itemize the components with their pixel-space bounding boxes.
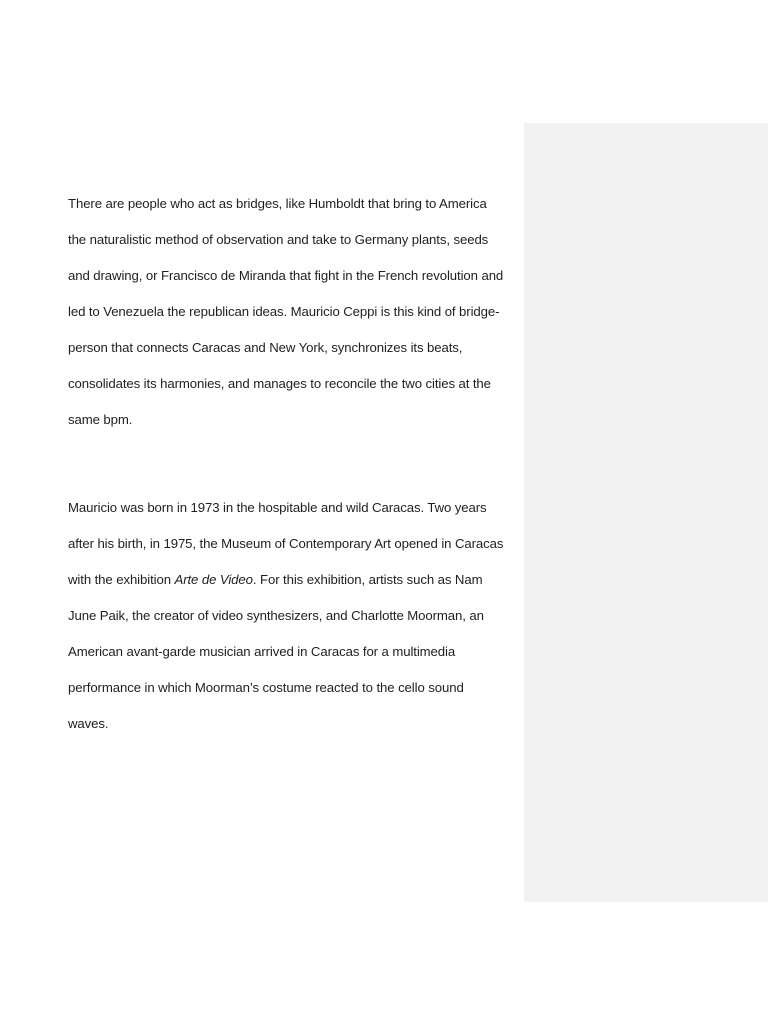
exhibition-title: Arte de Video xyxy=(174,572,253,587)
text-line: Mauricio was born in 1973 in the hospitable and wild Caracas. Two years xyxy=(68,500,487,515)
text-line: the naturalistic method of observation and take to Germany plants, seeds xyxy=(68,232,489,247)
text-line: and drawing, or Francisco de Miranda that fight in the French revolution and xyxy=(68,268,504,283)
text-line xyxy=(68,572,482,588)
text-line: after his birth, in 1975, the Museum of Contemporary Art opened in Caracas xyxy=(68,536,504,551)
text-line: consolidates its harmonies, and manages to reconcile the two cities at the xyxy=(68,376,491,391)
comment-pane xyxy=(524,123,768,902)
text-line: performance in which Moorman’s costume reacted to the cello sound xyxy=(68,680,464,695)
text-line: There are people who act as bridges, like Humboldt that bring to America xyxy=(68,196,487,211)
text-line: led to Venezuela the republican ideas. Mauricio Ceppi is this kind of bridge- xyxy=(68,304,500,319)
text-run: . For this exhibition, artists such as Nam xyxy=(252,572,483,587)
text-line: person that connects Caracas and New York, synchronizes its beats, xyxy=(68,340,463,355)
text-line: waves. xyxy=(68,716,109,731)
text-line: American avant-garde musician arrived in Caracas for a multimedia xyxy=(68,644,456,659)
text-line: June Paik, the creator of video synthesizers, and Charlotte Moorman, an xyxy=(68,608,484,623)
text-line: same bpm. xyxy=(68,412,133,427)
text-run: with the exhibition xyxy=(68,572,175,587)
